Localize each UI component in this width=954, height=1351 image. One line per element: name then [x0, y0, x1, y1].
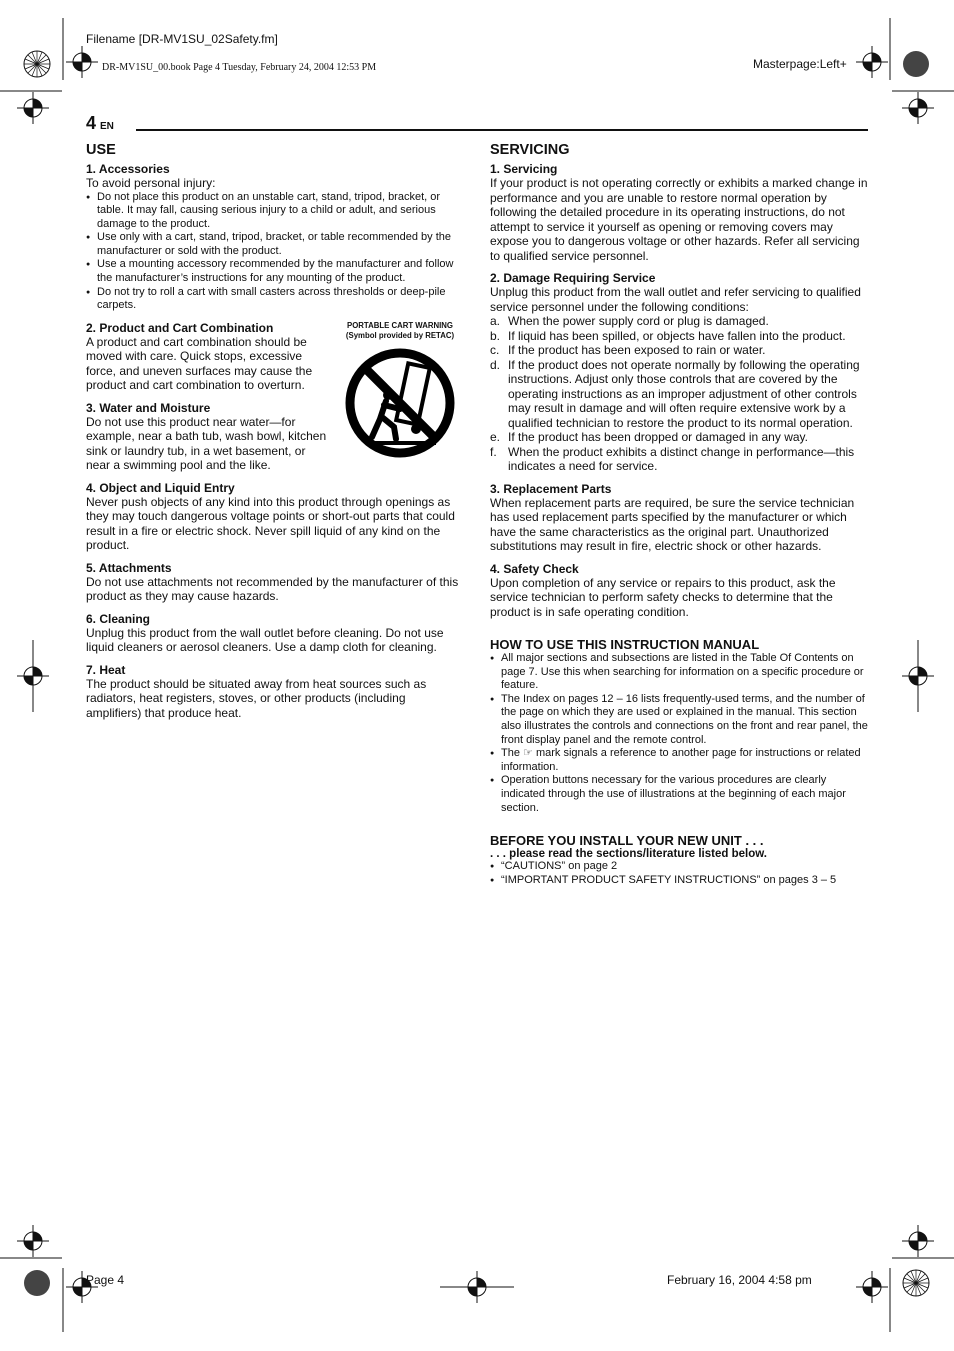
before-install-list — [490, 860, 870, 887]
cart-warning-source: (Symbol provided by RETAC) — [345, 330, 455, 340]
list-item: e. If the product has been dropped or damaged in any way. — [490, 430, 808, 444]
before-install-title: BEFORE YOU INSTALL YOUR NEW UNIT . . . — [490, 833, 764, 849]
page-number: 4 EN — [86, 113, 114, 133]
servicing-column — [490, 142, 870, 895]
list-item: c. If the product has been exposed to rain or water. — [490, 343, 766, 357]
safety-check-text: Upon completion of any service or repairs to this product, ask the service technician to perform safety checks to determine that the product is in safe operating condition. — [490, 575, 836, 619]
list-item: ● The ☞ mark signals a reference to another page for instructions or related information. — [490, 747, 870, 774]
water-text: Do not use this product near water—for example, near a bath tub, wash bowl, kitchen sink or laundry tub, in a wet basement, or near a swimming pool and the like. — [86, 414, 327, 473]
attachments-text: Do not use attachments not recommended by the manufacturer of this product as they may cause hazards. — [86, 574, 459, 604]
cleaning-text: Unplug this product from the wall outlet before cleaning. Do not use liquid cleaners or aerosol cleaners. Use a damp cloth for cleaning. — [86, 625, 444, 655]
cleaning-section — [86, 612, 464, 655]
servicing-text: If your product is not operating correctly or exhibits a marked change in performance and you are unable to restore normal operation by following the detailed procedure in its operating instructions, do not attempt to service it yourself as opening or removing covers may expose you to dangerous voltage or other hazards. Refer all servicing to qualified service personnel. — [490, 176, 868, 263]
water-heading: 3. Water and Moisture — [86, 400, 211, 415]
replacement-section — [490, 482, 870, 554]
list-item: ● Operation buttons necessary for the various procedures are clearly indicated through the use of illustrations at the beginning of each major section. — [490, 774, 870, 815]
attachments-section — [86, 561, 464, 604]
cart-text: A product and cart combination should be moved with care. Quick stops, excessive force, and uneven surfaces may cause the product and cart combination to overturn. — [86, 334, 313, 393]
object-heading: 4. Object and Liquid Entry — [86, 480, 235, 495]
object-text: Never push objects of any kind into this product through openings as they may touch dangerous voltage points or short-out parts that could result in a fire or electric shock. Never spill liquid of any kind on the product. — [86, 494, 455, 553]
damage-list — [490, 314, 870, 474]
footer-date: February 16, 2004 4:58 pm — [667, 1273, 812, 1287]
servicing-section — [490, 162, 870, 263]
accessories-intro: To avoid personal injury: — [86, 176, 216, 190]
footer-page: Page 4 — [86, 1273, 125, 1287]
pointing-hand-icon: ☞ — [523, 747, 533, 760]
damage-intro: Unplug this product from the wall outlet and refer servicing to qualified service personnel under the following conditions: — [490, 285, 861, 314]
list-item: b. If liquid has been spilled, or objects have fallen into the product. — [490, 328, 846, 343]
header-rule — [136, 129, 868, 131]
list-item: ● Do not try to roll a cart with small casters across thresholds or deep-pile carpets. — [86, 286, 464, 313]
howto-list — [490, 652, 870, 815]
damage-heading: 2. Damage Requiring Service — [490, 271, 656, 285]
list-item: ● Use only with a cart, stand, tripod, bracket, or table recommended by the manufacturer or sold with the product. — [86, 231, 464, 258]
cart-heading: 2. Product and Cart Combination — [86, 320, 274, 335]
accessories-section — [86, 162, 464, 313]
attachments-heading: 5. Attachments — [86, 560, 172, 575]
before-install-subtitle: . . . please read the sections/literature listed below. — [490, 848, 767, 861]
safety-check-section — [490, 562, 870, 620]
heat-text: The product should be situated away from heat sources such as radiators, heat registers, stoves, or other products (including amplifiers) that produce heat. — [86, 676, 427, 720]
accessories-heading: 1. Accessories — [86, 162, 170, 176]
masterpage-label: Masterpage:Left+ — [753, 57, 847, 71]
list-item: ● The Index on pages 12 – 16 lists frequently-used terms, and the number of the page on which they are used or explained in the manual. This section also illustrates the controls and connections on the front and rear panel, the front display panel and the remote control. — [490, 693, 870, 747]
cleaning-heading: 6. Cleaning — [86, 611, 151, 626]
safety-check-heading: 4. Safety Check — [490, 561, 579, 576]
list-item: ● “CAUTIONS” on page 2 — [490, 860, 870, 874]
use-column — [86, 142, 464, 728]
replacement-heading: 3. Replacement Parts — [490, 481, 612, 496]
servicing-title: SERVICING — [490, 142, 570, 158]
replacement-text: When replacement parts are required, be sure the service technician has used replacement parts specified by the manufacturer or which have the same characteristics as the original part. Unauthorized substitutions may result in fire, electric shock or other hazards. — [490, 495, 855, 553]
book-info-line: DR-MV1SU_00.book Page 4 Tuesday, February 24, 2004 12:53 PM — [102, 62, 377, 73]
list-item: d. If the product does not operate normally by following the operating instructions. Adjust only those controls that are covered by the operating instructions as an improper adjustment of other controls may result in damage and will often require extensive work by a qualified technician to restore the product to its normal operation. — [490, 357, 860, 430]
cart-tipover-icon — [344, 347, 456, 459]
heat-heading: 7. Heat — [86, 662, 126, 677]
list-item: f. When the product exhibits a distinct change in performance—this indicates a need for service. — [490, 444, 855, 473]
howto-title: HOW TO USE THIS INSTRUCTION MANUAL — [490, 637, 760, 652]
object-section — [86, 481, 464, 553]
list-item: ● All major sections and subsections are listed in the Table Of Contents on page 7. Use this when searching for information on a specific procedure or feature. — [490, 652, 870, 693]
damage-section — [490, 271, 870, 474]
list-item: ● Do not place this product on an unstable cart, stand, tripod, bracket, or table. It may fall, causing serious injury to a child or adult, and serious damage to the product. — [86, 191, 464, 232]
use-title: USE — [86, 142, 116, 158]
cart-warning-figure — [336, 321, 464, 464]
cart-warning-title: PORTABLE CART WARNING — [347, 320, 453, 330]
list-item: ● Use a mounting accessory recommended by the manufacturer and follow the manufacturer’s instructions for any mounting of the product. — [86, 258, 464, 285]
list-item: ● “IMPORTANT PRODUCT SAFETY INSTRUCTIONS” on pages 3 – 5 — [490, 874, 870, 888]
before-install-section — [490, 833, 870, 887]
servicing-heading: 1. Servicing — [490, 162, 558, 176]
heat-section — [86, 663, 464, 721]
howto-section — [490, 637, 870, 815]
list-item: a. When the power supply cord or plug is damaged. — [490, 314, 769, 328]
language-code: EN — [100, 121, 114, 132]
accessories-list — [86, 191, 464, 313]
filename-label: Filename [DR-MV1SU_02Safety.fm] — [86, 32, 278, 46]
